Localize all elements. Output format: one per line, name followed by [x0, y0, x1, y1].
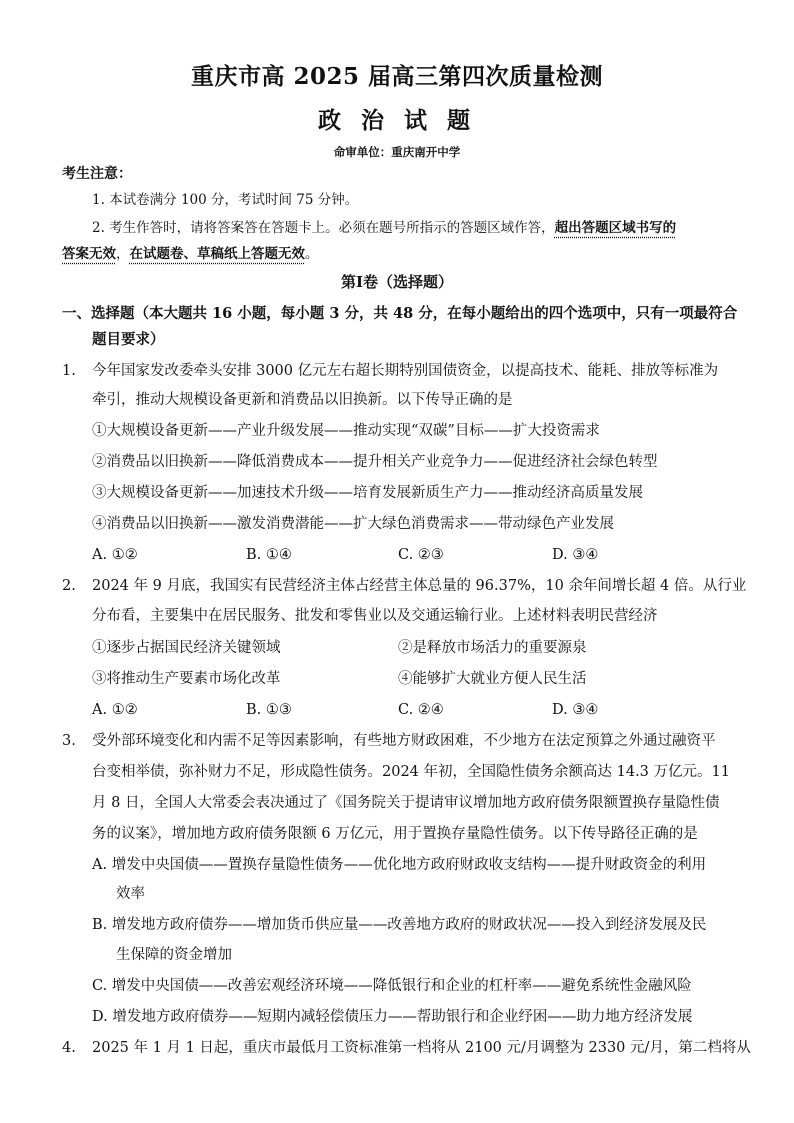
exam-title: 重庆市高 2025 届高三第四次质量检测	[190, 63, 604, 90]
option-c: C. ②③	[398, 547, 444, 563]
subject-title: 政 治 试 题	[317, 107, 477, 134]
option-b: B. 增发地方政府债券——增加货币供应量——改善地方政府的财政状况——投入到经济发展及民	[92, 917, 707, 933]
notice-item-1: 1. 本试卷满分 100 分，考试时间 75 分钟。	[92, 192, 359, 208]
author-line: 命审单位：重庆南开中学	[333, 145, 461, 159]
notice-emphasis: 在试题卷、草稿纸上答题无效	[129, 246, 305, 262]
notice-end: 。	[305, 246, 319, 262]
notice-sep: ，	[116, 246, 130, 262]
question-text: 分布看，主要集中在居民服务、批发和零售业以及交通运输行业。上述材料表明民营经济	[92, 608, 658, 624]
question-text: 今年国家发改委牵头安排 3000 亿元左右超长期特别国债资金，以提高技术、能耗、排放等标准为	[92, 363, 719, 379]
notice-item-2	[92, 218, 676, 238]
notice-emphasis: 答案无效	[62, 246, 116, 262]
question-text: 2024 年 9 月底，我国实有民营经济主体占经营主体总量的 96.37%，10 余年间增长超 4 倍。从行业	[92, 578, 747, 594]
question-text: 受外部环境变化和内需不足等因素影响，有些地方财政困难，不少地方在法定预算之外通过融资平	[92, 733, 716, 749]
option-c: C. 增发中央国债——改善宏观经济环境——降低银行和企业的杠杆率——避免系统性金融风险	[92, 978, 692, 994]
statement: ④消费品以旧换新——激发消费潜能——扩大绿色消费需求——带动绿色产业发展	[92, 516, 614, 532]
option-b: B. ①④	[246, 547, 292, 563]
notice-emphasis: 超出答题区域书写的	[554, 220, 677, 236]
statement: ④能够扩大就业方便人民生活	[398, 671, 587, 687]
question-number: 3.	[62, 733, 76, 749]
question-number: 2.	[62, 578, 76, 594]
option-d: D. ③④	[552, 702, 599, 718]
volume-title: 第Ⅰ卷（选择题）	[340, 273, 454, 291]
section-heading-cont: 题目要求）	[92, 331, 165, 348]
option-a: A. ①②	[92, 702, 138, 718]
option-a-cont: 效率	[116, 886, 145, 902]
question-text: 务的议案》，增加地方政府债务限额 6 万亿元，用于置换存量隐性债务。以下传导路径正确的是	[92, 826, 698, 842]
statement: ③将推动生产要素市场化改革	[92, 671, 281, 687]
question-number: 4.	[62, 1040, 76, 1056]
option-c: C. ②④	[398, 702, 444, 718]
question-text: 台变相举债，弥补财力不足，形成隐性债务。2024 年初，全国隐性债务余额高达 14.3 万亿元。11	[92, 764, 730, 780]
option-b-cont: 生保障的资金增加	[116, 947, 232, 963]
question-number: 1.	[62, 363, 76, 379]
section-heading: 一、选择题（本大题共 16 小题，每小题 3 分，共 48 分，在每小题给出的四个选项中，只有一项最符合	[62, 305, 738, 322]
option-d: D. ③④	[552, 547, 599, 563]
notice-title: 考生注意：	[62, 166, 132, 182]
option-a: A. ①②	[92, 547, 138, 563]
statement: ①大规模设备更新——产业升级发展——推动实现“双碳”目标——扩大投资需求	[92, 423, 600, 439]
question-text: 月 8 日，全国人大常委会表决通过了《国务院关于提请审议增加地方政府债务限额置换存量隐性债	[92, 795, 720, 811]
notice-item-2-cont	[62, 244, 319, 264]
statement: ①逐步占据国民经济关键领域	[92, 640, 281, 656]
option-a: A. 增发中央国债——置换存量隐性债务——优化地方政府财政收支结构——提升财政资金的利用	[92, 857, 707, 873]
notice-item-2-text: 2. 考生作答时，请将答案答在答题卡上。必须在题号所指示的答题区域作答，	[92, 220, 555, 236]
option-d: D. 增发地方政府债券——短期内减轻偿债压力——帮助银行和企业纾困——助力地方经济发展	[92, 1009, 693, 1025]
statement: ②是释放市场活力的重要源泉	[398, 640, 587, 656]
question-text: 2025 年 1 月 1 日起，重庆市最低月工资标准第一档将从 2100 元/月调整为 2330 元/月，第二档将从	[92, 1040, 751, 1056]
option-b: B. ①③	[246, 702, 292, 718]
statement: ②消费品以旧换新——降低消费成本——提升相关产业竞争力——促进经济社会绿色转型	[92, 454, 658, 470]
question-text: 牵引，推动大规模设备更新和消费品以旧换新。以下传导正确的是	[92, 392, 513, 408]
statement: ③大规模设备更新——加速技术升级——培育发展新质生产力——推动经济高质量发展	[92, 485, 643, 501]
